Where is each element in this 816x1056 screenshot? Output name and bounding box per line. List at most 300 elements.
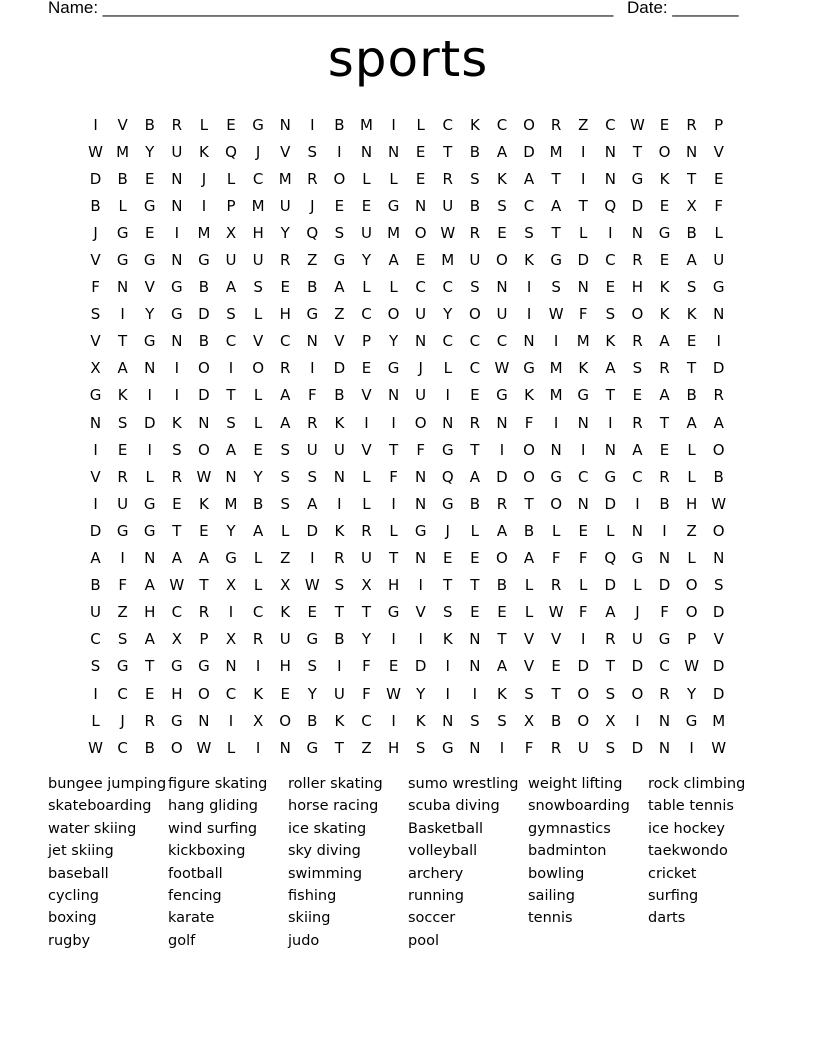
grid-letter: J [201, 169, 207, 188]
grid-letter: G [252, 115, 264, 134]
grid-letter: O [333, 169, 346, 188]
grid-letter: S [226, 305, 236, 324]
grid-letter: W [548, 603, 564, 622]
grid-letter: R [550, 738, 562, 757]
grid-letter: K [659, 169, 670, 188]
grid-letter: E [172, 494, 182, 513]
grid-letter: F [416, 440, 425, 459]
grid-letter: S [307, 467, 318, 486]
grid-letter: I [418, 576, 423, 595]
grid-letter: S [415, 738, 426, 757]
grid-letter: N [577, 278, 589, 297]
grid-letter: L [524, 603, 534, 622]
grid-letter: I [93, 684, 98, 703]
grid-letter: T [551, 223, 561, 242]
grid-letter: W [711, 494, 727, 513]
grid-letter: N [604, 440, 616, 459]
grid-letter: I [635, 494, 640, 513]
grid-letter: S [551, 278, 561, 297]
grid-letter: L [199, 115, 209, 134]
grid-letter: U [333, 440, 345, 459]
grid-letter: B [144, 115, 155, 134]
grid-letter: G [441, 738, 454, 757]
grid-letter: G [143, 251, 156, 270]
grid-letter: I [391, 413, 396, 432]
grid-letter: V [280, 142, 291, 161]
grid-letter: N [496, 278, 508, 297]
grid-letter: I [364, 413, 369, 432]
grid-letter: E [280, 278, 290, 297]
grid-row [82, 517, 732, 544]
grid-letter: K [117, 386, 128, 405]
grid-letter: I [255, 738, 261, 757]
grid-letter: V [252, 332, 264, 351]
grid-letter: S [497, 196, 507, 215]
word-bank-item: skateboarding [48, 798, 152, 815]
grid-letter: N [577, 413, 589, 432]
word-bank-item: sailing [528, 887, 575, 904]
grid-letter: W [548, 305, 564, 324]
grid-letter: I [391, 115, 396, 134]
grid-letter: I [174, 359, 180, 378]
grid-letter: N [415, 494, 427, 513]
grid-letter: C [252, 169, 264, 188]
grid-letter: B [469, 494, 480, 513]
grid-letter: V [361, 386, 372, 405]
grid-letter: M [549, 386, 563, 405]
grid-letter: T [172, 521, 182, 540]
grid-letter: C [496, 115, 508, 134]
word-bank [48, 776, 768, 955]
grid-letter: G [631, 169, 644, 188]
grid-letter: N [198, 413, 210, 432]
grid-letter: A [713, 413, 724, 432]
grid-letter: E [443, 549, 453, 568]
grid-letter: S [497, 711, 507, 730]
word-bank-item: wind surfing [168, 820, 258, 837]
word-bank-item: Basketball [408, 820, 484, 837]
grid-letter: C [632, 467, 643, 486]
grid-letter: G [306, 305, 319, 324]
grid-letter: N [387, 386, 400, 405]
grid-letter: U [252, 251, 264, 270]
grid-letter: T [687, 169, 697, 188]
grid-letter: G [523, 359, 535, 378]
grid-letter: B [469, 142, 480, 161]
grid-letter: O [170, 738, 183, 757]
grid-letter: D [198, 305, 210, 324]
grid-letter: K [199, 142, 209, 161]
grid-letter: G [631, 549, 644, 568]
grid-letter: T [145, 657, 155, 676]
word-bank-item: darts [648, 910, 686, 927]
grid-letter: B [198, 332, 210, 351]
grid-letter: D [306, 521, 319, 540]
grid-letter: V [90, 467, 101, 486]
word-bank-item: ice skating [288, 820, 367, 837]
grid-letter: V [523, 630, 535, 649]
grid-letter: I [391, 711, 396, 730]
grid-letter: E [144, 684, 155, 703]
grid-letter: N [415, 467, 427, 486]
grid-letter: K [497, 169, 507, 188]
word-bank-item: baseball [48, 865, 109, 882]
grid-letter: N [171, 169, 183, 188]
grid-letter: L [551, 521, 561, 540]
grid-letter: I [553, 413, 559, 432]
grid-letter: T [632, 142, 642, 161]
grid-letter: I [689, 738, 694, 757]
grid-letter: L [470, 521, 480, 540]
word-bank-item: skiing [288, 910, 331, 927]
grid-letter: K [659, 305, 670, 324]
grid-letter: M [576, 332, 590, 351]
grid-letter: C [605, 115, 616, 134]
grid-letter: I [147, 386, 152, 405]
grid-letter: L [579, 223, 588, 242]
grid-letter: K [524, 386, 534, 405]
grid-letter: G [550, 251, 562, 270]
grid-letter: F [524, 738, 534, 757]
grid-row [82, 490, 732, 517]
grid-letter: T [443, 142, 453, 161]
grid-letter: F [118, 576, 127, 595]
grid-letter: B [90, 196, 101, 215]
grid-letter: I [120, 305, 125, 324]
grid-letter: E [280, 684, 290, 703]
grid-letter: E [415, 251, 426, 270]
grid-letter: C [361, 305, 372, 324]
grid-row [82, 599, 732, 626]
grid-letter: A [469, 467, 480, 486]
grid-letter: A [280, 386, 291, 405]
grid-letter: N [333, 467, 345, 486]
grid-letter: H [279, 657, 291, 676]
grid-row [82, 301, 732, 328]
grid-letter: C [279, 332, 291, 351]
grid-row [82, 138, 732, 165]
grid-letter: C [171, 603, 183, 622]
grid-letter: O [198, 440, 210, 459]
grid-letter: E [497, 603, 507, 622]
grid-letter: G [89, 386, 102, 405]
grid-letter: J [120, 711, 125, 730]
grid-letter: E [144, 223, 155, 242]
grid-letter: E [361, 196, 372, 215]
grid-letter: S [280, 494, 290, 513]
grid-letter: M [251, 196, 265, 215]
grid-letter: N [658, 711, 671, 730]
grid-letter: O [414, 413, 427, 432]
grid-letter: V [523, 657, 535, 676]
grid-row [82, 192, 732, 219]
grid-letter: G [171, 305, 183, 324]
grid-letter: V [361, 440, 372, 459]
grid-letter: B [550, 711, 562, 730]
page-title: sports [327, 30, 489, 88]
grid-letter: L [714, 223, 723, 242]
grid-letter: I [337, 142, 342, 161]
grid-letter: H [631, 278, 644, 297]
grid-letter: N [469, 738, 481, 757]
grid-letter: S [117, 413, 128, 432]
grid-letter: K [605, 332, 616, 351]
grid-letter: C [90, 630, 101, 649]
grid-letter: K [659, 278, 670, 297]
grid-letter: A [659, 386, 670, 405]
grid-letter: W [630, 115, 645, 134]
grid-letter: F [578, 305, 588, 324]
grid-letter: V [117, 115, 128, 134]
grid-letter: C [117, 684, 128, 703]
grid-letter: C [252, 603, 264, 622]
grid-letter: N [658, 738, 671, 757]
grid-letter: B [713, 467, 724, 486]
grid-letter: I [201, 196, 207, 215]
word-bank-item: cricket [648, 865, 697, 882]
grid-letter: K [171, 413, 182, 432]
grid-letter: C [442, 332, 453, 351]
grid-letter: O [496, 251, 508, 270]
grid-letter: I [174, 386, 180, 405]
grid-letter: S [226, 413, 236, 432]
grid-letter: D [89, 169, 102, 188]
grid-letter: I [337, 657, 342, 676]
grid-letter: A [686, 413, 697, 432]
grid-letter: I [499, 738, 505, 757]
grid-letter: Y [416, 684, 426, 703]
grid-letter: B [686, 223, 697, 242]
grid-letter: L [389, 278, 398, 297]
grid-letter: A [307, 494, 318, 513]
grid-letter: T [524, 494, 534, 513]
grid-letter: T [605, 657, 615, 676]
grid-letter: A [632, 440, 643, 459]
grid-row [82, 653, 732, 680]
grid-letter: S [470, 711, 480, 730]
grid-letter: A [171, 549, 182, 568]
grid-letter: S [90, 305, 101, 324]
grid-letter: L [579, 576, 588, 595]
grid-letter: D [712, 657, 725, 676]
grid-letter: L [633, 576, 642, 595]
grid-letter: E [497, 223, 507, 242]
grid-letter: L [253, 305, 263, 324]
grid-letter: E [686, 332, 697, 351]
grid-letter: S [280, 440, 290, 459]
grid-letter: K [497, 684, 507, 703]
grid-letter: K [578, 359, 589, 378]
grid-letter: L [91, 711, 100, 730]
word-bank-item: sky diving [288, 843, 361, 860]
grid-row [82, 680, 732, 707]
grid-letter: E [551, 657, 561, 676]
grid-letter: G [306, 738, 319, 757]
grid-letter: I [93, 115, 98, 134]
grid-letter: R [171, 467, 183, 486]
grid-letter: P [226, 196, 236, 215]
grid-letter: E [659, 440, 670, 459]
grid-letter: E [470, 549, 480, 568]
grid-letter: V [551, 630, 562, 649]
grid-letter: G [604, 467, 617, 486]
grid-letter: N [225, 467, 237, 486]
grid-letter: V [334, 332, 345, 351]
grid-letter: A [523, 549, 535, 568]
word-bank-item: pool [408, 932, 439, 949]
word-bank-item: taekwondo [648, 843, 728, 860]
grid-letter: Y [280, 223, 290, 242]
grid-letter: T [551, 684, 561, 703]
grid-letter: S [470, 278, 480, 297]
grid-letter: C [361, 711, 372, 730]
grid-letter: T [388, 440, 399, 459]
grid-letter: O [198, 359, 210, 378]
grid-letter: N [144, 359, 156, 378]
grid-letter: E [659, 251, 670, 270]
grid-letter: B [496, 576, 508, 595]
word-bank-item: kickboxing [168, 843, 246, 860]
grid-letter: E [117, 440, 128, 459]
grid-letter: O [631, 684, 644, 703]
grid-letter: C [469, 332, 481, 351]
grid-letter: K [334, 711, 345, 730]
grid-letter: A [496, 521, 508, 540]
grid-letter: I [418, 630, 423, 649]
grid-letter: W [304, 576, 320, 595]
grid-letter: S [172, 440, 182, 459]
grid-letter: O [685, 576, 698, 595]
grid-letter: D [712, 684, 725, 703]
word-bank-item: jet skiing [48, 843, 114, 860]
grid-letter: O [712, 521, 725, 540]
grid-letter: R [632, 413, 643, 432]
grid-letter: Y [443, 305, 453, 324]
grid-letter: I [93, 440, 98, 459]
grid-letter: U [469, 251, 481, 270]
grid-letter: G [225, 549, 237, 568]
grid-letter: V [415, 603, 426, 622]
grid-letter: N [387, 142, 400, 161]
grid-letter: T [470, 440, 480, 459]
grid-letter: G [387, 603, 400, 622]
grid-letter: I [93, 494, 98, 513]
grid-letter: B [252, 494, 264, 513]
grid-letter: G [143, 521, 156, 540]
grid-letter: W [196, 738, 212, 757]
grid-letter: N [658, 549, 671, 568]
word-bank-item: karate [168, 910, 215, 927]
grid-letter: L [443, 359, 452, 378]
grid-letter: Y [253, 467, 263, 486]
grid-letter: N [442, 711, 454, 730]
grid-letter: K [686, 305, 697, 324]
grid-letter: U [225, 251, 237, 270]
grid-letter: L [226, 169, 236, 188]
grid-letter: P [199, 630, 209, 649]
grid-row [82, 572, 732, 599]
grid-letter: U [360, 549, 372, 568]
grid-letter: G [333, 251, 346, 270]
grid-letter: U [117, 494, 129, 513]
grid-letter: T [118, 332, 128, 351]
grid-letter: R [713, 386, 724, 405]
grid-letter: Y [226, 521, 236, 540]
grid-letter: O [712, 440, 725, 459]
grid-letter: G [550, 467, 562, 486]
grid-letter: L [416, 115, 425, 134]
grid-row [82, 328, 732, 355]
grid-letter: Y [145, 142, 155, 161]
grid-letter: N [550, 440, 562, 459]
grid-letter: N [171, 332, 183, 351]
word-bank-item: roller skating [288, 776, 383, 792]
grid-letter: R [686, 115, 697, 134]
grid-letter: W [88, 738, 103, 757]
grid-letter: W [196, 467, 212, 486]
grid-letter: I [337, 494, 342, 513]
word-bank-item: fencing [168, 887, 222, 904]
grid-letter: E [659, 196, 670, 215]
grid-letter: C [577, 467, 589, 486]
grid-letter: F [362, 684, 371, 703]
grid-letter: R [659, 359, 670, 378]
grid-letter: S [443, 603, 453, 622]
grid-letter: B [334, 630, 345, 649]
grid-letter: I [635, 711, 640, 730]
grid-letter: B [144, 738, 155, 757]
grid-letter: N [469, 630, 481, 649]
grid-letter: A [90, 549, 101, 568]
grid-letter: B [334, 115, 345, 134]
grid-letter: N [713, 549, 725, 568]
grid-row [82, 355, 732, 382]
grid-letter: N [144, 549, 156, 568]
grid-letter: R [334, 549, 345, 568]
grid-letter: R [307, 169, 318, 188]
word-bank-item: volleyball [408, 843, 478, 860]
grid-letter: B [198, 278, 210, 297]
grid-letter: T [199, 576, 209, 595]
grid-letter: O [414, 223, 427, 242]
grid-row [82, 111, 732, 138]
grid-letter: N [577, 494, 589, 513]
grid-letter: L [389, 169, 398, 188]
grid-letter: N [171, 251, 183, 270]
grid-letter: F [714, 196, 724, 215]
grid-letter: G [414, 521, 427, 540]
grid-letter: X [252, 711, 264, 730]
grid-letter: I [174, 223, 180, 242]
grid-letter: E [578, 521, 588, 540]
grid-letter: G [306, 630, 319, 649]
grid-letter: R [496, 494, 508, 513]
grid-letter: L [362, 494, 371, 513]
grid-letter: X [171, 630, 182, 649]
grid-letter: L [606, 521, 615, 540]
grid-letter: A [144, 576, 155, 595]
grid-letter: L [362, 467, 371, 486]
word-bank-item: golf [168, 932, 196, 949]
grid-letter: W [386, 684, 401, 703]
grid-letter: Y [145, 305, 155, 324]
grid-letter: L [362, 278, 371, 297]
grid-letter: C [442, 115, 453, 134]
grid-letter: C [442, 278, 453, 297]
word-bank-item: scuba diving [408, 798, 500, 815]
grid-letter: R [605, 630, 616, 649]
grid-letter: N [171, 196, 183, 215]
